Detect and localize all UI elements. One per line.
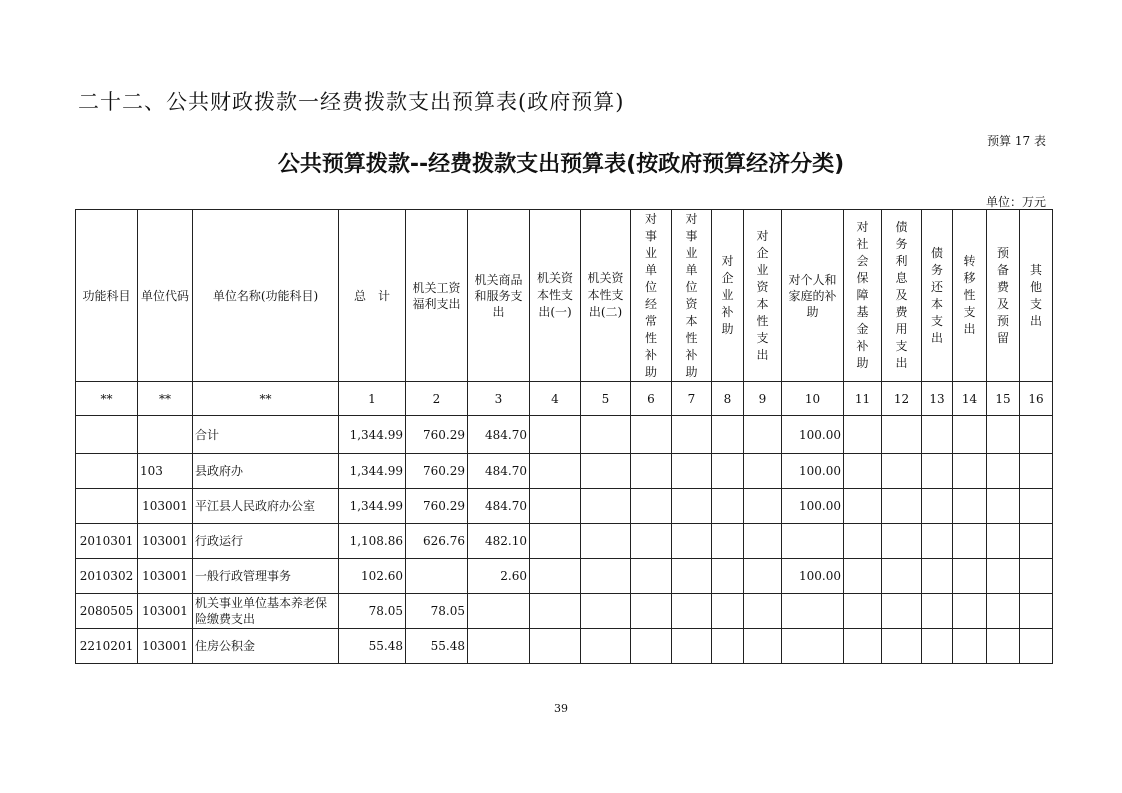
empty-cell bbox=[953, 454, 987, 489]
table-row bbox=[76, 559, 1053, 594]
empty-cell bbox=[987, 416, 1020, 454]
header-cell: 功能科目 bbox=[76, 210, 138, 382]
empty-cell bbox=[672, 559, 712, 594]
salary-cell: 78.05 bbox=[406, 594, 468, 629]
header-cell: 单位代码 bbox=[138, 210, 193, 382]
empty-cell bbox=[882, 489, 922, 524]
index-row bbox=[76, 382, 1053, 416]
function-code-cell: 2010301 bbox=[76, 524, 138, 559]
empty-cell bbox=[1020, 559, 1053, 594]
index-cell: ** bbox=[76, 382, 138, 416]
unit-code-cell: 103001 bbox=[138, 524, 193, 559]
table-row bbox=[76, 629, 1053, 664]
empty-cell bbox=[1020, 629, 1053, 664]
empty-cell bbox=[712, 559, 744, 594]
unit-code-cell: 103 bbox=[138, 454, 193, 489]
empty-cell bbox=[987, 594, 1020, 629]
empty-cell bbox=[530, 559, 581, 594]
salary-cell: 626.76 bbox=[406, 524, 468, 559]
unit-name-cell: 平江县人民政府办公室 bbox=[193, 489, 339, 524]
empty-cell bbox=[953, 559, 987, 594]
empty-cell bbox=[922, 629, 953, 664]
table-row-total bbox=[76, 416, 1053, 454]
empty-cell bbox=[953, 489, 987, 524]
empty-cell bbox=[530, 594, 581, 629]
goods-cell: 484.70 bbox=[468, 489, 530, 524]
header-cell: 对事业单位资本性补助 bbox=[672, 210, 712, 382]
header-cell: 机关商品和服务支出 bbox=[468, 210, 530, 382]
function-code-cell bbox=[76, 416, 138, 454]
index-cell: 12 bbox=[882, 382, 922, 416]
unit-code-cell: 103001 bbox=[138, 559, 193, 594]
index-cell: 9 bbox=[744, 382, 782, 416]
empty-cell bbox=[581, 524, 631, 559]
unit-name-cell: 合计 bbox=[193, 416, 339, 454]
empty-cell bbox=[631, 524, 672, 559]
index-cell: 14 bbox=[953, 382, 987, 416]
table-row bbox=[76, 594, 1053, 629]
index-cell: ** bbox=[193, 382, 339, 416]
index-cell: ** bbox=[138, 382, 193, 416]
empty-cell bbox=[712, 489, 744, 524]
function-code-cell bbox=[76, 454, 138, 489]
index-cell: 11 bbox=[844, 382, 882, 416]
header-cell: 机关资本性支出(二) bbox=[581, 210, 631, 382]
total-cell: 1,108.86 bbox=[339, 524, 406, 559]
index-cell: 8 bbox=[712, 382, 744, 416]
empty-cell bbox=[844, 454, 882, 489]
header-cell: 转移性支出 bbox=[953, 210, 987, 382]
empty-cell bbox=[922, 524, 953, 559]
empty-cell bbox=[631, 489, 672, 524]
salary-cell: 760.29 bbox=[406, 489, 468, 524]
empty-cell bbox=[1020, 489, 1053, 524]
index-cell: 13 bbox=[922, 382, 953, 416]
personal-cell bbox=[782, 629, 844, 664]
unit-name-cell: 一般行政管理事务 bbox=[193, 559, 339, 594]
header-cell: 对个人和家庭的补助 bbox=[782, 210, 844, 382]
empty-cell bbox=[631, 629, 672, 664]
index-cell: 5 bbox=[581, 382, 631, 416]
empty-cell bbox=[882, 559, 922, 594]
empty-cell bbox=[987, 559, 1020, 594]
empty-cell bbox=[672, 629, 712, 664]
salary-cell: 55.48 bbox=[406, 629, 468, 664]
page-number: 39 bbox=[554, 702, 568, 715]
personal-cell: 100.00 bbox=[782, 489, 844, 524]
goods-cell: 482.10 bbox=[468, 524, 530, 559]
total-cell: 1,344.99 bbox=[339, 454, 406, 489]
empty-cell bbox=[530, 524, 581, 559]
empty-cell bbox=[744, 454, 782, 489]
empty-cell bbox=[953, 629, 987, 664]
total-cell: 55.48 bbox=[339, 629, 406, 664]
empty-cell bbox=[744, 489, 782, 524]
empty-cell bbox=[530, 629, 581, 664]
total-cell: 1,344.99 bbox=[339, 489, 406, 524]
empty-cell bbox=[631, 559, 672, 594]
empty-cell bbox=[882, 594, 922, 629]
index-cell: 6 bbox=[631, 382, 672, 416]
empty-cell bbox=[672, 416, 712, 454]
function-code-cell: 2080505 bbox=[76, 594, 138, 629]
empty-cell bbox=[882, 629, 922, 664]
empty-cell bbox=[672, 489, 712, 524]
personal-cell: 100.00 bbox=[782, 559, 844, 594]
index-cell: 16 bbox=[1020, 382, 1053, 416]
total-cell: 78.05 bbox=[339, 594, 406, 629]
header-cell: 单位名称(功能科目) bbox=[193, 210, 339, 382]
empty-cell bbox=[1020, 594, 1053, 629]
goods-cell: 484.70 bbox=[468, 454, 530, 489]
unit-label: 单位：万元 bbox=[985, 195, 1046, 209]
empty-cell bbox=[953, 594, 987, 629]
empty-cell bbox=[712, 594, 744, 629]
function-code-cell bbox=[76, 489, 138, 524]
index-cell: 10 bbox=[782, 382, 844, 416]
header-row bbox=[76, 210, 1053, 382]
empty-cell bbox=[844, 524, 882, 559]
function-code-cell: 2010302 bbox=[76, 559, 138, 594]
empty-cell bbox=[882, 416, 922, 454]
empty-cell bbox=[712, 524, 744, 559]
unit-code-cell: 103001 bbox=[138, 489, 193, 524]
unit-code-cell: 103001 bbox=[138, 594, 193, 629]
empty-cell bbox=[581, 416, 631, 454]
empty-cell bbox=[922, 489, 953, 524]
empty-cell bbox=[844, 489, 882, 524]
header-cell: 机关资本性支出(一) bbox=[530, 210, 581, 382]
empty-cell bbox=[581, 489, 631, 524]
header-cell: 债务还本支出 bbox=[922, 210, 953, 382]
empty-cell bbox=[744, 559, 782, 594]
index-cell: 3 bbox=[468, 382, 530, 416]
goods-cell: 2.60 bbox=[468, 559, 530, 594]
total-cell: 1,344.99 bbox=[339, 416, 406, 454]
empty-cell bbox=[581, 454, 631, 489]
empty-cell bbox=[530, 454, 581, 489]
total-cell: 102.60 bbox=[339, 559, 406, 594]
header-cell: 对社会保障基金补助 bbox=[844, 210, 882, 382]
function-code-cell: 2210201 bbox=[76, 629, 138, 664]
empty-cell bbox=[953, 524, 987, 559]
salary-cell: 760.29 bbox=[406, 416, 468, 454]
empty-cell bbox=[581, 629, 631, 664]
empty-cell bbox=[987, 454, 1020, 489]
personal-cell bbox=[782, 524, 844, 559]
table-title: 公共预算拨款--经费拨款支出预算表(按政府预算经济分类) bbox=[277, 152, 845, 177]
empty-cell bbox=[1020, 454, 1053, 489]
empty-cell bbox=[844, 416, 882, 454]
empty-cell bbox=[987, 489, 1020, 524]
header-cell: 预备费及预留 bbox=[987, 210, 1020, 382]
salary-cell: 760.29 bbox=[406, 454, 468, 489]
table-row bbox=[76, 524, 1053, 559]
empty-cell bbox=[844, 559, 882, 594]
empty-cell bbox=[672, 454, 712, 489]
empty-cell bbox=[712, 454, 744, 489]
empty-cell bbox=[882, 454, 922, 489]
empty-cell bbox=[844, 629, 882, 664]
empty-cell bbox=[744, 594, 782, 629]
empty-cell bbox=[744, 524, 782, 559]
table-row bbox=[76, 489, 1053, 524]
section-title: 二十二、公共财政拨款一经费拨款支出预算表(政府预算) bbox=[78, 90, 625, 114]
empty-cell bbox=[922, 416, 953, 454]
empty-cell bbox=[844, 594, 882, 629]
empty-cell bbox=[581, 559, 631, 594]
empty-cell bbox=[530, 416, 581, 454]
goods-cell: 484.70 bbox=[468, 416, 530, 454]
empty-cell bbox=[581, 594, 631, 629]
header-cell: 总 计 bbox=[339, 210, 406, 382]
empty-cell bbox=[631, 454, 672, 489]
empty-cell bbox=[987, 629, 1020, 664]
form-code: 预算 17 表 bbox=[987, 134, 1046, 148]
empty-cell bbox=[987, 524, 1020, 559]
empty-cell bbox=[530, 489, 581, 524]
personal-cell bbox=[782, 594, 844, 629]
personal-cell: 100.00 bbox=[782, 416, 844, 454]
unit-name-cell: 机关事业单位基本养老保险缴费支出 bbox=[193, 594, 339, 629]
header-cell: 债务利息及费用支出 bbox=[882, 210, 922, 382]
unit-name-cell: 县政府办 bbox=[193, 454, 339, 489]
empty-cell bbox=[882, 524, 922, 559]
index-cell: 2 bbox=[406, 382, 468, 416]
budget-table bbox=[75, 209, 1053, 664]
index-cell: 7 bbox=[672, 382, 712, 416]
empty-cell bbox=[631, 594, 672, 629]
table-row bbox=[76, 454, 1053, 489]
index-cell: 1 bbox=[339, 382, 406, 416]
unit-name-cell: 住房公积金 bbox=[193, 629, 339, 664]
index-cell: 4 bbox=[530, 382, 581, 416]
header-cell: 对企业资本性支出 bbox=[744, 210, 782, 382]
empty-cell bbox=[672, 524, 712, 559]
unit-code-cell: 103001 bbox=[138, 629, 193, 664]
empty-cell bbox=[922, 559, 953, 594]
empty-cell bbox=[1020, 524, 1053, 559]
index-cell: 15 bbox=[987, 382, 1020, 416]
header-cell: 机关工资福利支出 bbox=[406, 210, 468, 382]
empty-cell bbox=[922, 454, 953, 489]
unit-code-cell bbox=[138, 416, 193, 454]
empty-cell bbox=[744, 629, 782, 664]
empty-cell bbox=[631, 416, 672, 454]
header-cell: 对事业单位经常性补助 bbox=[631, 210, 672, 382]
salary-cell bbox=[406, 559, 468, 594]
header-cell: 其他支出 bbox=[1020, 210, 1053, 382]
goods-cell bbox=[468, 629, 530, 664]
empty-cell bbox=[922, 594, 953, 629]
empty-cell bbox=[712, 416, 744, 454]
empty-cell bbox=[953, 416, 987, 454]
unit-name-cell: 行政运行 bbox=[193, 524, 339, 559]
personal-cell: 100.00 bbox=[782, 454, 844, 489]
empty-cell bbox=[744, 416, 782, 454]
empty-cell bbox=[672, 594, 712, 629]
header-cell: 对企业补助 bbox=[712, 210, 744, 382]
empty-cell bbox=[1020, 416, 1053, 454]
empty-cell bbox=[712, 629, 744, 664]
goods-cell bbox=[468, 594, 530, 629]
